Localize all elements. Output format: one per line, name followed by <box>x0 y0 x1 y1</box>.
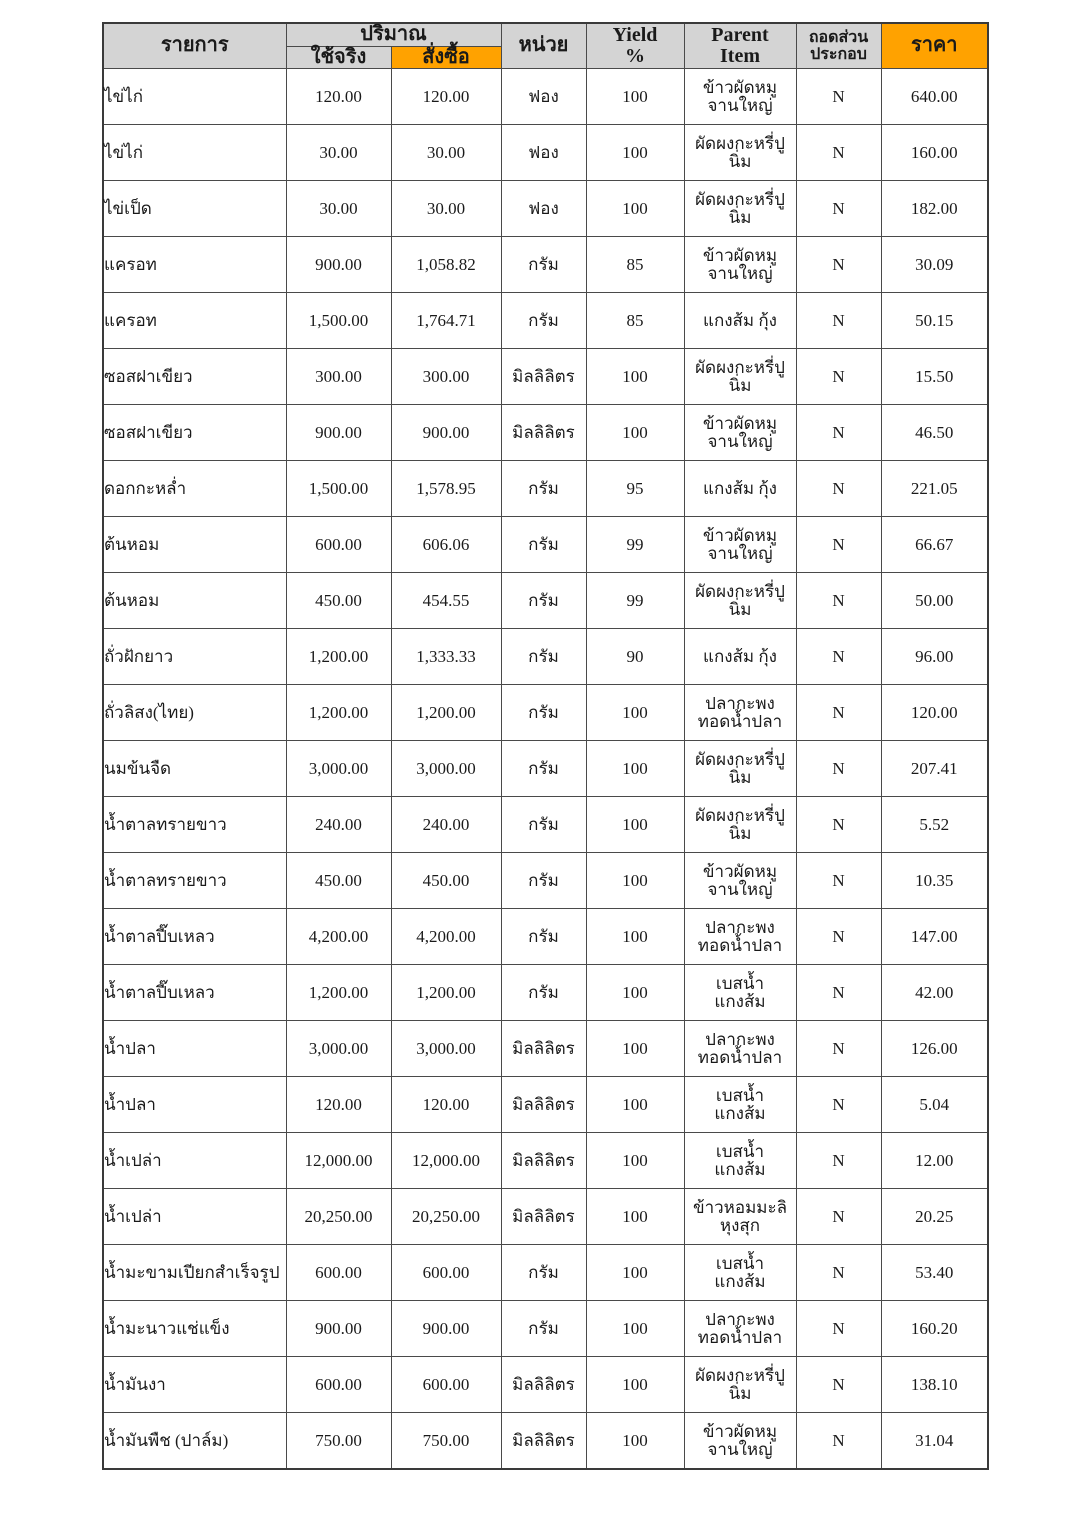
cell-parent-item <box>684 1189 796 1245</box>
cell-decompose: N <box>796 181 881 237</box>
cell-quantity-actual: 750.00 <box>286 1413 391 1470</box>
table-row <box>103 1245 988 1301</box>
cell-quantity-actual: 1,500.00 <box>286 461 391 517</box>
parent-item-line1: ปลากะพง <box>705 694 775 714</box>
parent-item-label-line2: Item <box>720 45 760 68</box>
cell-quantity-actual: 3,000.00 <box>286 741 391 797</box>
cell-decompose: N <box>796 741 881 797</box>
cell-item: น้ำมันงา <box>103 1357 286 1413</box>
column-header-quantity-actual: ใช้จริง <box>286 46 391 69</box>
cell-yield: 100 <box>586 1301 684 1357</box>
cell-item: ไข่เป็ด <box>103 181 286 237</box>
cell-unit: ฟอง <box>501 69 586 125</box>
parent-item-line2: จานใหญ่ <box>707 1439 773 1459</box>
cell-price: 5.52 <box>881 797 988 853</box>
column-header-unit: หน่วย <box>501 23 586 69</box>
column-header-yield <box>586 23 684 69</box>
cell-price: 182.00 <box>881 181 988 237</box>
parent-item-line1: แกงส้ม กุ้ง <box>703 311 777 331</box>
cell-parent-item <box>684 1077 796 1133</box>
cell-parent-item <box>684 1133 796 1189</box>
table-row <box>103 1077 988 1133</box>
cell-quantity-actual: 600.00 <box>286 1357 391 1413</box>
parent-item-line1: ข้าวผัดหมู <box>702 1422 778 1442</box>
cell-quantity-order: 450.00 <box>391 853 501 909</box>
parent-item-line2: ทอดน้ำปลา <box>697 1327 783 1347</box>
table-row <box>103 69 988 125</box>
cell-parent-item <box>684 125 796 181</box>
cell-decompose: N <box>796 517 881 573</box>
cell-item: น้ำตาลทรายขาว <box>103 797 286 853</box>
parent-item-line2: นิ่ม <box>728 767 752 787</box>
column-header-quantity-order: สั่งซื้อ <box>391 46 501 69</box>
cell-unit: กรัม <box>501 909 586 965</box>
table-row <box>103 797 988 853</box>
cell-quantity-order: 20,250.00 <box>391 1189 501 1245</box>
cell-unit: มิลลิลิตร <box>501 1413 586 1470</box>
cell-decompose: N <box>796 853 881 909</box>
cell-decompose: N <box>796 125 881 181</box>
yield-label-line1: Yield <box>612 23 658 46</box>
cell-quantity-order: 12,000.00 <box>391 1133 501 1189</box>
parent-item-line2: จานใหญ่ <box>707 431 773 451</box>
cell-item: แครอท <box>103 293 286 349</box>
cell-item: ไข่ไก่ <box>103 69 286 125</box>
cell-quantity-order: 900.00 <box>391 1301 501 1357</box>
cell-unit: มิลลิลิตร <box>501 1021 586 1077</box>
cell-unit: กรัม <box>501 853 586 909</box>
cell-yield: 100 <box>586 965 684 1021</box>
cell-decompose: N <box>796 1189 881 1245</box>
parent-item-line1: ข้าวผัดหมู <box>702 862 778 882</box>
cell-unit: กรัม <box>501 629 586 685</box>
cell-quantity-actual: 450.00 <box>286 573 391 629</box>
cell-quantity-order: 1,764.71 <box>391 293 501 349</box>
table-row <box>103 1357 988 1413</box>
cell-parent-item <box>684 181 796 237</box>
parent-item-line1: ข้าวหอมมะลิ <box>692 1198 788 1218</box>
cell-price: 12.00 <box>881 1133 988 1189</box>
cell-decompose: N <box>796 1133 881 1189</box>
cell-parent-item <box>684 293 796 349</box>
cell-yield: 100 <box>586 685 684 741</box>
parent-item-line1: ปลากะพง <box>705 1310 775 1330</box>
yield-label-line2: % <box>625 45 645 68</box>
parent-item-line1: ข้าวผัดหมู <box>702 526 778 546</box>
parent-item-line2: จานใหญ่ <box>707 879 773 899</box>
cell-decompose: N <box>796 629 881 685</box>
parent-item-line1: ผัดผงกะหรี่ปู <box>695 134 785 154</box>
cell-quantity-order: 300.00 <box>391 349 501 405</box>
cell-quantity-actual: 300.00 <box>286 349 391 405</box>
cell-price: 160.20 <box>881 1301 988 1357</box>
table-row <box>103 1021 988 1077</box>
parent-item-line2: นิ่ม <box>728 599 752 619</box>
cell-yield: 100 <box>586 797 684 853</box>
cell-price: 15.50 <box>881 349 988 405</box>
cell-parent-item <box>684 517 796 573</box>
cell-quantity-actual: 600.00 <box>286 1245 391 1301</box>
cell-price: 66.67 <box>881 517 988 573</box>
cell-yield: 100 <box>586 853 684 909</box>
cell-parent-item <box>684 1245 796 1301</box>
cell-price: 10.35 <box>881 853 988 909</box>
parent-item-line2: นิ่ม <box>728 375 752 395</box>
cell-item: น้ำปลา <box>103 1077 286 1133</box>
cell-parent-item <box>684 1357 796 1413</box>
cell-decompose: N <box>796 573 881 629</box>
cell-unit: ฟอง <box>501 181 586 237</box>
table-row <box>103 181 988 237</box>
cell-yield: 100 <box>586 69 684 125</box>
cell-yield: 100 <box>586 1077 684 1133</box>
cell-quantity-order: 30.00 <box>391 125 501 181</box>
table-row <box>103 293 988 349</box>
parent-item-line2: ทอดน้ำปลา <box>697 935 783 955</box>
cell-parent-item <box>684 405 796 461</box>
cell-quantity-order: 900.00 <box>391 405 501 461</box>
cell-price: 46.50 <box>881 405 988 461</box>
cell-yield: 90 <box>586 629 684 685</box>
table-row <box>103 1413 988 1470</box>
cell-quantity-actual: 900.00 <box>286 1301 391 1357</box>
table-row <box>103 517 988 573</box>
table-row <box>103 853 988 909</box>
cell-quantity-actual: 12,000.00 <box>286 1133 391 1189</box>
cell-yield: 100 <box>586 1021 684 1077</box>
table-row <box>103 461 988 517</box>
parent-item-line1: ปลากะพง <box>705 918 775 938</box>
cell-unit: กรัม <box>501 573 586 629</box>
table-row <box>103 349 988 405</box>
cell-item: แครอท <box>103 237 286 293</box>
parent-item-line1: ข้าวผัดหมู <box>702 246 778 266</box>
cell-decompose: N <box>796 349 881 405</box>
cell-quantity-order: 3,000.00 <box>391 1021 501 1077</box>
table-row <box>103 1133 988 1189</box>
cell-decompose: N <box>796 405 881 461</box>
cell-yield: 100 <box>586 181 684 237</box>
parent-item-line1: ผัดผงกะหรี่ปู <box>695 750 785 770</box>
cell-item: น้ำตาลทรายขาว <box>103 853 286 909</box>
cell-yield: 100 <box>586 405 684 461</box>
table-row <box>103 237 988 293</box>
cell-unit: มิลลิลิตร <box>501 1189 586 1245</box>
cell-parent-item <box>684 349 796 405</box>
cell-decompose: N <box>796 461 881 517</box>
cell-unit: มิลลิลิตร <box>501 349 586 405</box>
table-row <box>103 909 988 965</box>
parent-item-line1: แกงส้ม กุ้ง <box>703 479 777 499</box>
cell-quantity-order: 1,578.95 <box>391 461 501 517</box>
cell-decompose: N <box>796 1301 881 1357</box>
cell-unit: มิลลิลิตร <box>501 405 586 461</box>
cell-quantity-order: 1,333.33 <box>391 629 501 685</box>
table-row <box>103 629 988 685</box>
cell-unit: กรัม <box>501 965 586 1021</box>
table-row <box>103 965 988 1021</box>
ingredient-table-container <box>102 22 987 1470</box>
cell-price: 160.00 <box>881 125 988 181</box>
parent-item-line1: ข้าวผัดหมู <box>702 414 778 434</box>
cell-quantity-actual: 1,200.00 <box>286 965 391 1021</box>
parent-item-line1: เบสน้ำ <box>715 1086 765 1106</box>
parent-item-line1: ปลากะพง <box>705 1030 775 1050</box>
cell-quantity-actual: 600.00 <box>286 517 391 573</box>
cell-item: ถั่วฝักยาว <box>103 629 286 685</box>
cell-price: 207.41 <box>881 741 988 797</box>
parent-item-line2: นิ่ม <box>728 151 752 171</box>
cell-parent-item <box>684 797 796 853</box>
cell-quantity-actual: 450.00 <box>286 853 391 909</box>
cell-item: นมข้นจืด <box>103 741 286 797</box>
parent-item-line2: ทอดน้ำปลา <box>697 711 783 731</box>
cell-quantity-actual: 1,500.00 <box>286 293 391 349</box>
cell-item: น้ำมะนาวแช่แข็ง <box>103 1301 286 1357</box>
parent-item-line2: นิ่ม <box>728 823 752 843</box>
cell-item: น้ำตาลปี๊บเหลว <box>103 965 286 1021</box>
cell-item: ซอสฝาเขียว <box>103 349 286 405</box>
cell-quantity-order: 1,200.00 <box>391 685 501 741</box>
table-row <box>103 125 988 181</box>
cell-price: 126.00 <box>881 1021 988 1077</box>
cell-yield: 85 <box>586 293 684 349</box>
cell-decompose: N <box>796 1357 881 1413</box>
cell-price: 50.15 <box>881 293 988 349</box>
cell-quantity-order: 120.00 <box>391 1077 501 1133</box>
cell-price: 221.05 <box>881 461 988 517</box>
parent-item-line1: เบสน้ำ <box>715 974 765 994</box>
cell-item: ต้นหอม <box>103 517 286 573</box>
cell-parent-item <box>684 965 796 1021</box>
cell-decompose: N <box>796 1413 881 1470</box>
parent-item-line2: จานใหญ่ <box>707 95 773 115</box>
cell-decompose: N <box>796 1077 881 1133</box>
cell-price: 30.09 <box>881 237 988 293</box>
cell-item: ต้นหอม <box>103 573 286 629</box>
cell-unit: มิลลิลิตร <box>501 1357 586 1413</box>
parent-item-line1: ข้าวผัดหมู <box>702 78 778 98</box>
cell-yield: 99 <box>586 573 684 629</box>
parent-item-line1: ผัดผงกะหรี่ปู <box>695 1366 785 1386</box>
cell-parent-item <box>684 1021 796 1077</box>
cell-yield: 100 <box>586 349 684 405</box>
cell-decompose: N <box>796 69 881 125</box>
cell-price: 20.25 <box>881 1189 988 1245</box>
cell-unit: มิลลิลิตร <box>501 1133 586 1189</box>
cell-item: ดอกกะหล่ำ <box>103 461 286 517</box>
table-row <box>103 1189 988 1245</box>
cell-parent-item <box>684 573 796 629</box>
cell-price: 31.04 <box>881 1413 988 1470</box>
cell-quantity-actual: 1,200.00 <box>286 629 391 685</box>
cell-yield: 100 <box>586 125 684 181</box>
cell-unit: กรัม <box>501 517 586 573</box>
cell-item: ไข่ไก่ <box>103 125 286 181</box>
parent-item-line2: แกงส้ม <box>714 991 766 1011</box>
cell-quantity-actual: 900.00 <box>286 405 391 461</box>
parent-item-line1: เบสน้ำ <box>715 1142 765 1162</box>
cell-price: 96.00 <box>881 629 988 685</box>
cell-yield: 100 <box>586 1413 684 1470</box>
cell-yield: 100 <box>586 1245 684 1301</box>
cell-quantity-actual: 120.00 <box>286 69 391 125</box>
cell-price: 640.00 <box>881 69 988 125</box>
table-row <box>103 685 988 741</box>
cell-quantity-order: 3,000.00 <box>391 741 501 797</box>
cell-unit: กรัม <box>501 685 586 741</box>
cell-parent-item <box>684 909 796 965</box>
cell-quantity-actual: 30.00 <box>286 181 391 237</box>
table-row <box>103 741 988 797</box>
cell-item: น้ำมันพืช (ปาล์ม) <box>103 1413 286 1470</box>
cell-decompose: N <box>796 1021 881 1077</box>
column-header-parent-item <box>684 23 796 69</box>
cell-decompose: N <box>796 1245 881 1301</box>
cell-quantity-actual: 1,200.00 <box>286 685 391 741</box>
cell-price: 42.00 <box>881 965 988 1021</box>
table-row <box>103 573 988 629</box>
parent-item-label-line1: Parent <box>711 23 769 46</box>
cell-quantity-order: 120.00 <box>391 69 501 125</box>
cell-yield: 99 <box>586 517 684 573</box>
cell-quantity-order: 30.00 <box>391 181 501 237</box>
cell-quantity-actual: 20,250.00 <box>286 1189 391 1245</box>
parent-item-line2: แกงส้ม <box>714 1271 766 1291</box>
cell-item: น้ำตาลปี๊บเหลว <box>103 909 286 965</box>
cell-quantity-actual: 120.00 <box>286 1077 391 1133</box>
cell-quantity-order: 4,200.00 <box>391 909 501 965</box>
cell-parent-item <box>684 741 796 797</box>
cell-quantity-actual: 240.00 <box>286 797 391 853</box>
cell-yield: 85 <box>586 237 684 293</box>
cell-decompose: N <box>796 797 881 853</box>
cell-quantity-order: 750.00 <box>391 1413 501 1470</box>
cell-quantity-order: 1,058.82 <box>391 237 501 293</box>
cell-yield: 95 <box>586 461 684 517</box>
cell-price: 53.40 <box>881 1245 988 1301</box>
cell-unit: กรัม <box>501 1245 586 1301</box>
cell-yield: 100 <box>586 909 684 965</box>
parent-item-line1: ผัดผงกะหรี่ปู <box>695 582 785 602</box>
cell-quantity-order: 1,200.00 <box>391 965 501 1021</box>
cell-yield: 100 <box>586 741 684 797</box>
table-row <box>103 1301 988 1357</box>
cell-price: 138.10 <box>881 1357 988 1413</box>
parent-item-line1: ผัดผงกะหรี่ปู <box>695 190 785 210</box>
parent-item-line2: จานใหญ่ <box>707 263 773 283</box>
parent-item-line2: นิ่ม <box>728 207 752 227</box>
cell-parent-item <box>684 629 796 685</box>
cell-item: ถั่วลิสง(ไทย) <box>103 685 286 741</box>
cell-decompose: N <box>796 685 881 741</box>
cell-quantity-order: 600.00 <box>391 1245 501 1301</box>
cell-quantity-actual: 900.00 <box>286 237 391 293</box>
cell-parent-item <box>684 853 796 909</box>
cell-decompose: N <box>796 965 881 1021</box>
cell-price: 120.00 <box>881 685 988 741</box>
parent-item-line1: ผัดผงกะหรี่ปู <box>695 806 785 826</box>
cell-quantity-order: 240.00 <box>391 797 501 853</box>
cell-item: น้ำปลา <box>103 1021 286 1077</box>
cell-unit: ฟอง <box>501 125 586 181</box>
cell-quantity-actual: 4,200.00 <box>286 909 391 965</box>
table-header <box>103 23 988 69</box>
cell-unit: กรัม <box>501 797 586 853</box>
cell-price: 5.04 <box>881 1077 988 1133</box>
cell-price: 50.00 <box>881 573 988 629</box>
cell-item: น้ำเปล่า <box>103 1189 286 1245</box>
cell-quantity-order: 454.55 <box>391 573 501 629</box>
cell-price: 147.00 <box>881 909 988 965</box>
cell-yield: 100 <box>586 1357 684 1413</box>
cell-unit: มิลลิลิตร <box>501 1077 586 1133</box>
column-header-quantity-group: ปริมาณ <box>286 23 501 46</box>
table-row <box>103 405 988 461</box>
cell-parent-item <box>684 1301 796 1357</box>
parent-item-line2: หุงสุก <box>719 1215 761 1235</box>
cell-decompose: N <box>796 237 881 293</box>
parent-item-line1: แกงส้ม กุ้ง <box>703 647 777 667</box>
cell-quantity-order: 600.00 <box>391 1357 501 1413</box>
cell-quantity-actual: 3,000.00 <box>286 1021 391 1077</box>
cell-item: น้ำมะขามเปียกสำเร็จรูป <box>103 1245 286 1301</box>
cell-quantity-actual: 30.00 <box>286 125 391 181</box>
cell-parent-item <box>684 1413 796 1470</box>
cell-decompose: N <box>796 293 881 349</box>
cell-parent-item <box>684 237 796 293</box>
cell-yield: 100 <box>586 1189 684 1245</box>
header-row-top <box>103 23 988 46</box>
cell-unit: กรัม <box>501 237 586 293</box>
table-body <box>103 69 988 1470</box>
cell-parent-item <box>684 461 796 517</box>
parent-item-line2: แกงส้ม <box>714 1103 766 1123</box>
cell-unit: กรัม <box>501 741 586 797</box>
parent-item-line2: ทอดน้ำปลา <box>697 1047 783 1067</box>
ingredient-requirement-table <box>102 22 989 1470</box>
cell-item: น้ำเปล่า <box>103 1133 286 1189</box>
parent-item-line1: ผัดผงกะหรี่ปู <box>695 358 785 378</box>
cell-decompose: N <box>796 909 881 965</box>
parent-item-line2: นิ่ม <box>728 1383 752 1403</box>
column-header-item: รายการ <box>103 23 286 69</box>
parent-item-line2: จานใหญ่ <box>707 543 773 563</box>
cell-yield: 100 <box>586 1133 684 1189</box>
cell-parent-item <box>684 69 796 125</box>
cell-item: ซอสฝาเขียว <box>103 405 286 461</box>
column-header-decompose: ถอดส่วนประกอบ <box>796 23 881 69</box>
column-header-price: ราคา <box>881 23 988 69</box>
cell-quantity-order: 606.06 <box>391 517 501 573</box>
cell-unit: กรัม <box>501 461 586 517</box>
cell-parent-item <box>684 685 796 741</box>
parent-item-line1: เบสน้ำ <box>715 1254 765 1274</box>
cell-unit: กรัม <box>501 293 586 349</box>
parent-item-line2: แกงส้ม <box>714 1159 766 1179</box>
cell-unit: กรัม <box>501 1301 586 1357</box>
